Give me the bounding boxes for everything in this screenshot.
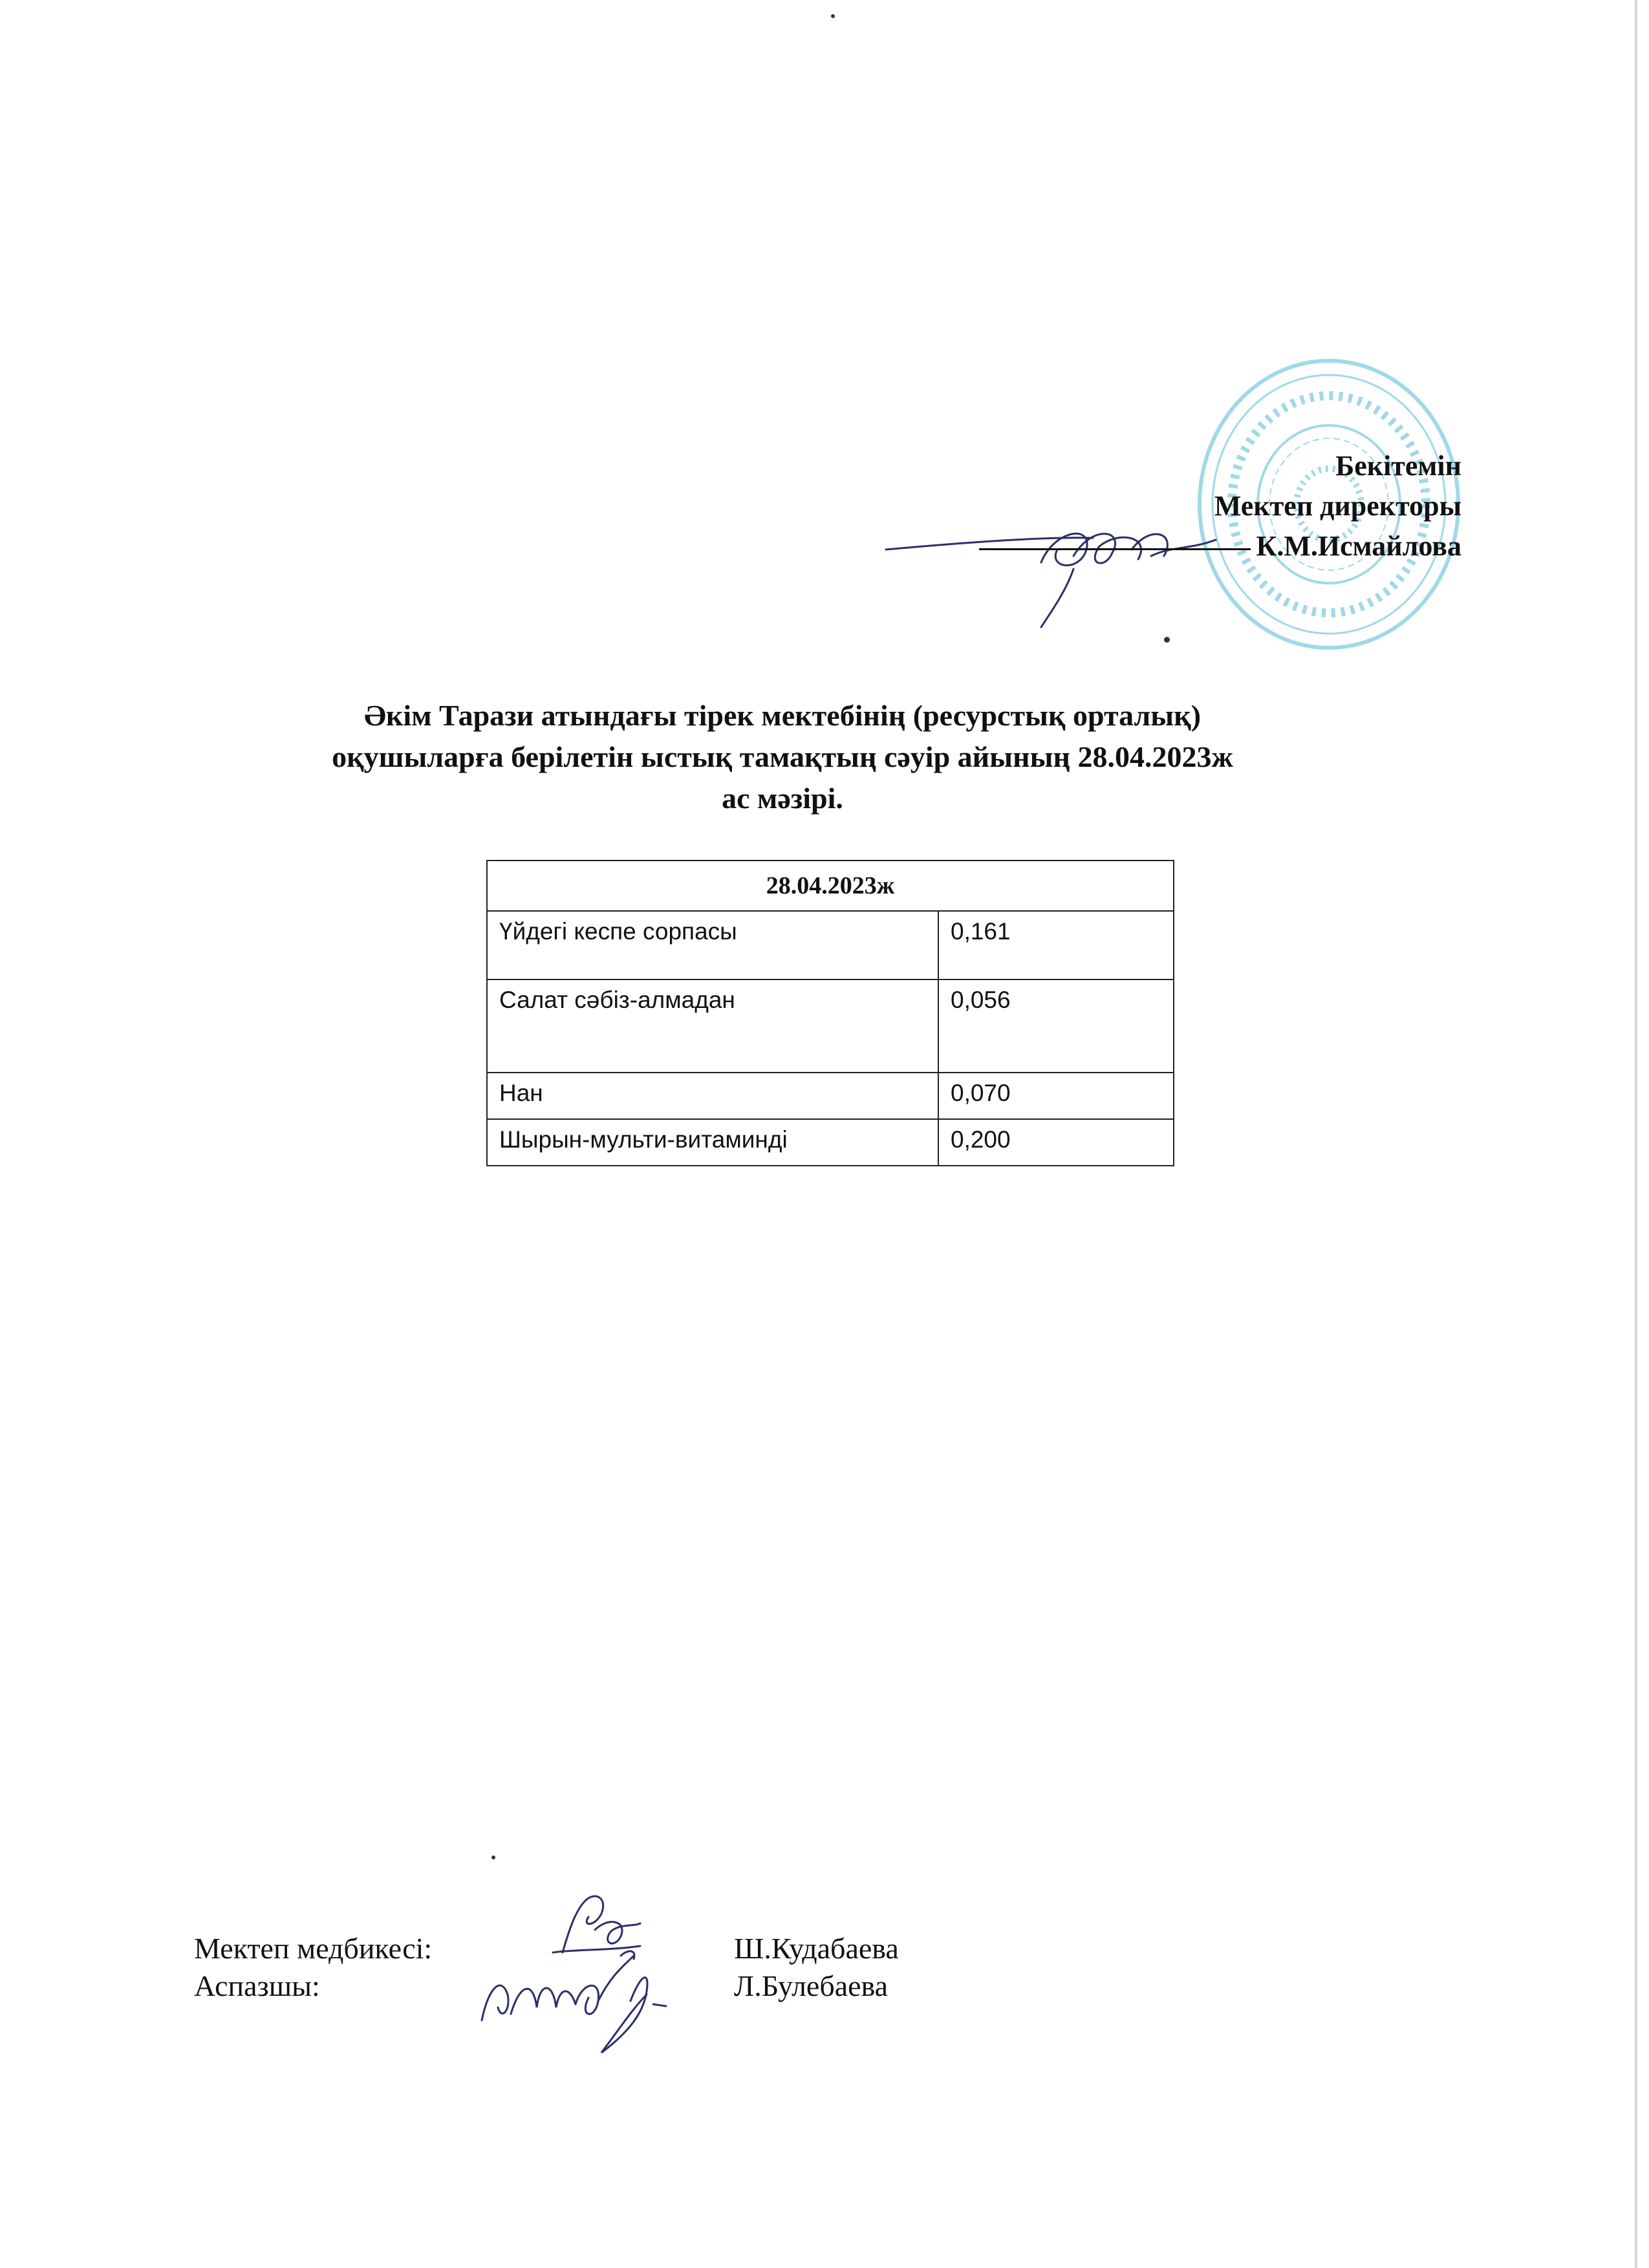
- approval-block: [979, 446, 1461, 566]
- menu-date-header: 28.04.2023ж: [487, 861, 1174, 911]
- dish-name: Шырын-мульти-витаминді: [487, 1119, 938, 1166]
- scan-speck: [1164, 637, 1170, 643]
- scan-speck: [491, 1856, 495, 1859]
- dish-amount: 0,200: [938, 1119, 1174, 1166]
- table-row: [487, 979, 1174, 1073]
- table-row: [487, 1119, 1174, 1166]
- signatures-block: [194, 1930, 899, 2005]
- scan-speck: [831, 14, 835, 18]
- dish-name: Үйдегі кеспе сорпасы: [487, 911, 938, 979]
- nurse-name: Ш.Кудабаева: [734, 1932, 899, 1965]
- approval-name: К.М.Исмайлова: [1256, 530, 1461, 562]
- cook-role: Аспазшы:: [194, 1969, 320, 2002]
- dish-amount: 0,056: [938, 979, 1174, 1073]
- nurse-role: Мектеп медбикесі:: [194, 1932, 433, 1965]
- title-line-1: Әкім Тарази атындағы тірек мектебінің (ресурстық орталық): [363, 699, 1202, 732]
- dish-name: Салат сәбіз-алмадан: [487, 979, 938, 1073]
- cook-name: Л.Булебаева: [734, 1969, 889, 2002]
- signature-underline: [979, 548, 1251, 550]
- menu-table: [486, 860, 1174, 1166]
- approval-position: Мектеп директоры: [1214, 490, 1461, 522]
- title-line-2: оқушыларға берілетін ыстық тамақтың сәуір айының 28.04.2023ж: [332, 740, 1233, 773]
- table-row: [487, 1073, 1174, 1119]
- document-title: [194, 695, 1371, 819]
- title-line-3: ас мәзірі.: [722, 782, 843, 815]
- approval-heading: Бекітемін: [1335, 450, 1461, 482]
- approval-signature-line: [979, 526, 1461, 566]
- table-row: [487, 911, 1174, 979]
- dish-amount: 0,161: [938, 911, 1174, 979]
- dish-name: Нан: [487, 1073, 938, 1119]
- scan-edge: [1635, 0, 1637, 2268]
- dish-amount: 0,070: [938, 1073, 1174, 1119]
- nurse-row: [194, 1930, 899, 1967]
- cook-row: [194, 1967, 899, 2005]
